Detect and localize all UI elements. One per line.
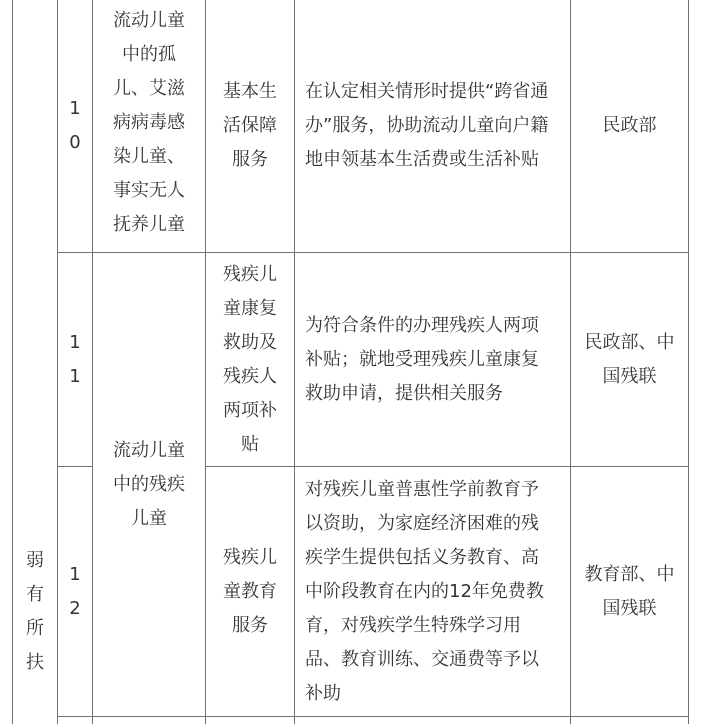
group-label: 流动儿童 中的孤 儿、艾滋 病病毒感 染儿童、 事实无人 抚养儿童: [113, 10, 185, 235]
category-label: 弱 有 所 扶: [26, 550, 44, 673]
row-number: 1 2: [69, 563, 81, 619]
department-cell: [571, 467, 688, 716]
department-label: 教育部、中 国残联: [584, 563, 675, 619]
group-cell-merged: [93, 253, 205, 716]
category-cell: [13, 500, 57, 724]
description-text: 对残疾儿童普惠性学前教育予 以资助，为家庭经济困难的残 疾学生提供包括义务教育、高 中阶段教育在内的12年免费教 育，对残疾学生特殊学习用 品、教育训练、交通费等予以 补助: [305, 478, 544, 704]
row-number: 1 1: [69, 331, 81, 387]
department-label: 民政部、中 国残联: [584, 331, 675, 387]
department-cell: [571, 253, 688, 466]
table-col-divider: [294, 0, 295, 724]
description-cell: [305, 0, 567, 252]
description-cell: [305, 253, 567, 466]
service-cell: [206, 0, 294, 252]
group-label: 流动儿童 中的残疾 儿童: [113, 439, 185, 529]
service-label: 基本生 活保障 服务: [223, 81, 277, 170]
department-cell: [571, 0, 688, 252]
table-border-right: [688, 0, 689, 724]
service-label: 残疾儿 童康复 救助及 残疾人 两项补 贴: [223, 263, 277, 455]
row-divider: [57, 716, 689, 717]
description-text: 为符合条件的办理残疾人两项 补贴；就地受理残疾儿童康复 救助申请，提供相关服务: [305, 314, 539, 404]
row-number-cell: [58, 467, 92, 716]
row-number-cell: [58, 0, 92, 252]
description-cell: [305, 467, 567, 716]
service-cell: [206, 253, 294, 466]
description-text: 在认定相关情形时提供“跨省通 办”服务，协助流动儿童向户籍 地申领基本生活费或生活补贴: [305, 81, 549, 170]
row-number: 1 0: [69, 98, 81, 153]
row-number-cell: [58, 253, 92, 466]
service-cell: [206, 467, 294, 716]
group-cell: [93, 4, 205, 242]
service-label: 残疾儿 童教育 服务: [223, 546, 277, 636]
department-label: 民政部: [602, 115, 657, 136]
